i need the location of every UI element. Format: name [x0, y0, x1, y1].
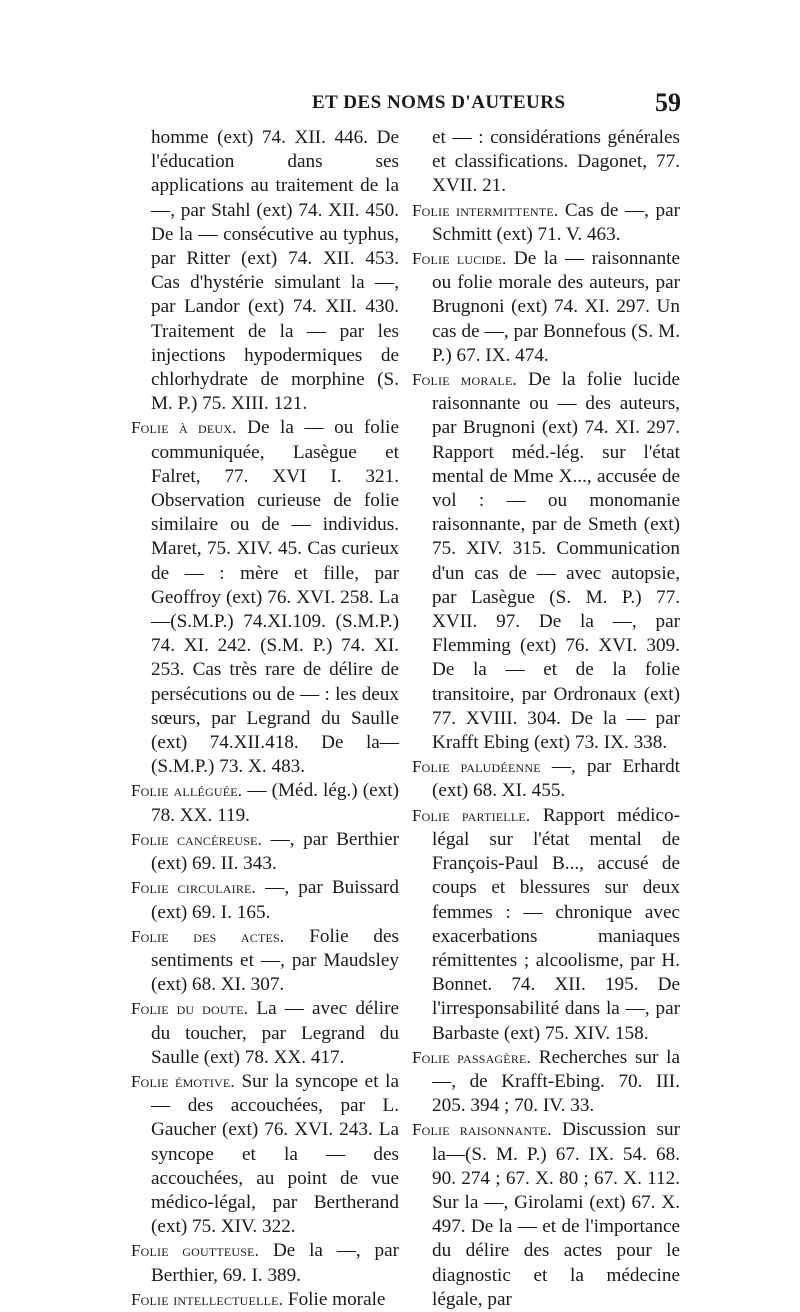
index-entry: [131, 779, 399, 827]
index-entry: [412, 247, 680, 368]
index-entry: [412, 368, 680, 755]
entry-text: De la — raisonnante ou folie morale des auteurs, par Brugnoni (ext) 74. XI. 297. Un cas de —, par Bonnefous (S. M. P.) 67. IX. 474.: [432, 248, 681, 366]
page-number: 59: [655, 88, 681, 117]
entry-headword: Folie des actes.: [131, 926, 285, 946]
entry-headword: Folie intermittente.: [412, 200, 559, 220]
entry-text: De la —, par Berthier, 69. I. 389.: [151, 1240, 400, 1286]
index-entry: [412, 755, 680, 803]
entry-text: — (Méd. lég.) (ext) 78. XX. 119.: [151, 780, 399, 826]
index-entry: [131, 1070, 399, 1239]
entry-text: La — avec délire du toucher, par Legrand du Saulle (ext) 78. XX. 417.: [151, 998, 399, 1068]
entry-text: De la folie lucide raisonnante ou — des auteurs, par Brugnoni (ext) 74. XI. 297. Rapport méd.-lég. sur l'état mental de Mme X..., accusée de vol : — ou monomanie raisonnante, par de Smeth (ext) 75. XIV. 315. Communication d'un cas de — avec autopsie, par Lasègue (S. M. P.) 77. XVII. 97. De la —, par Flemming (ext) 76. XVI. 309. De la — et de la folie transitoire, par Ordronaux (ext) 77. XVIII. 304. De la — par Krafft Ebing (ext) 73. IX. 338.: [432, 369, 681, 754]
index-entry: [131, 925, 399, 998]
entry-text: De la — ou folie communiquée, Lasègue et Falret, 77. XVI I. 321. Observation curieuse de folie similaire ou de — individus. Maret, 75. XIV. 45. Cas curieux de — : mère et fille, par Geoffroy (ext) 76. XVI. 258. La—(S.M.P.) 74.XI.109. (S.M.P.) 74. XI. 242. (S.M. P.) 74. XI. 253. Cas très rare de délire de persécutions ou de — : les deux sœurs, par Legrand du Saulle (ext) 74.XII.418. De la—(S.M.P.) 73. X. 483.: [151, 417, 399, 778]
index-entry: [412, 1046, 680, 1119]
entry-text: —, par Buissard (ext) 69. I. 165.: [151, 877, 399, 923]
entry-headword: Folie lucide.: [412, 249, 507, 269]
right-column: [412, 126, 680, 1312]
entry-headword: Folie raisonnante.: [412, 1120, 552, 1140]
entry-text: —, par Berthier (ext) 69. II. 343.: [151, 828, 399, 875]
entry-headword: Folie goutteuse.: [131, 1241, 260, 1261]
entry-headword: Folie à deux.: [131, 418, 237, 438]
index-entry: [131, 828, 399, 876]
entry-headword: Folie cancéreuse.: [131, 829, 263, 849]
entry-text: Cas de —, par Schmitt (ext) 71. V. 463.: [432, 199, 680, 245]
entry-headword: Folie paludéenne: [412, 757, 541, 777]
entry-headword: Folie circulaire.: [131, 878, 256, 898]
index-entry: [131, 1288, 399, 1312]
index-entry: [131, 416, 399, 779]
entry-text: Folie des sentiments et —, par Maudsley (ext) 68. XI. 307.: [151, 925, 399, 996]
entry-text: Folie morale: [287, 1288, 386, 1310]
index-entry: [412, 126, 680, 199]
entry-text: et — : considérations générales et classifications. Dagonet, 77. XVII. 21.: [432, 127, 680, 197]
entry-headword: Folie morale.: [412, 370, 517, 390]
header-title: ET DES NOMS D'AUTEURS: [312, 92, 566, 113]
entry-text: —, par Erhardt (ext) 68. XI. 455.: [432, 756, 680, 802]
entry-headword: Folie intellectuelle.: [131, 1289, 284, 1309]
entry-text: Discussion sur la—(S. M. P.) 67. IX. 54. 68. 90. 274 ; 67. X. 80 ; 67. X. 112. Sur la —, Girolami (ext) 67. X. 497. De la — et de l'importance du délire des actes pour le diagnostic et la médecine légale, par: [432, 1119, 681, 1310]
index-entry: [412, 1118, 680, 1312]
index-entry: [131, 997, 399, 1070]
entry-text: homme (ext) 74. XII. 446. De l'éducation dans ses applications au traitement de la —, par Stahl (ext) 74. XII. 450. De la — consécutive au typhus, par Ritter (ext) 74. XII. 453. Cas d'hystérie simulant la —, par Landor (ext) 74. XII. 430. Traitement de la — par les injections hypodermiques de chlorhydrate de morphine (S. M. P.) 75. XIII. 121.: [151, 127, 399, 415]
entry-headword: Folie alléguée.: [131, 781, 243, 801]
index-entry: [412, 804, 680, 1046]
index-entry: [131, 876, 399, 924]
index-entry: [131, 126, 399, 416]
entry-headword: Folie du doute.: [131, 999, 249, 1019]
entry-text: Rapport médico-légal sur l'état mental de François-Paul B..., accusé de coups et blessures sur deux femmes : — chronique avec exacerbations maniaques rémittentes ; alcoolisme, par H. Bonnet. 74. XII. 195. De l'irresponsabilité dans la —, par Barbaste (ext) 75. XIV. 158.: [432, 804, 680, 1044]
index-entry: [131, 1239, 399, 1287]
running-header: [0, 88, 800, 122]
entry-headword: Folie partielle.: [412, 805, 531, 825]
left-column: [131, 126, 399, 1312]
entry-text: Sur la syncope et la — des accouchées, par L. Gaucher (ext) 76. XVI. 243. La syncope et la — des accouchées, au point de vue médico-légal, par Bertherand (ext) 75. XIV. 322.: [151, 1070, 399, 1238]
index-entry: [412, 199, 680, 247]
entry-headword: Folie passagère.: [412, 1047, 532, 1067]
entry-headword: Folie émotive.: [131, 1071, 235, 1091]
entry-text: Recherches sur la —, de Krafft-Ebing. 70. III. 205. 394 ; 70. IV. 33.: [432, 1046, 680, 1117]
